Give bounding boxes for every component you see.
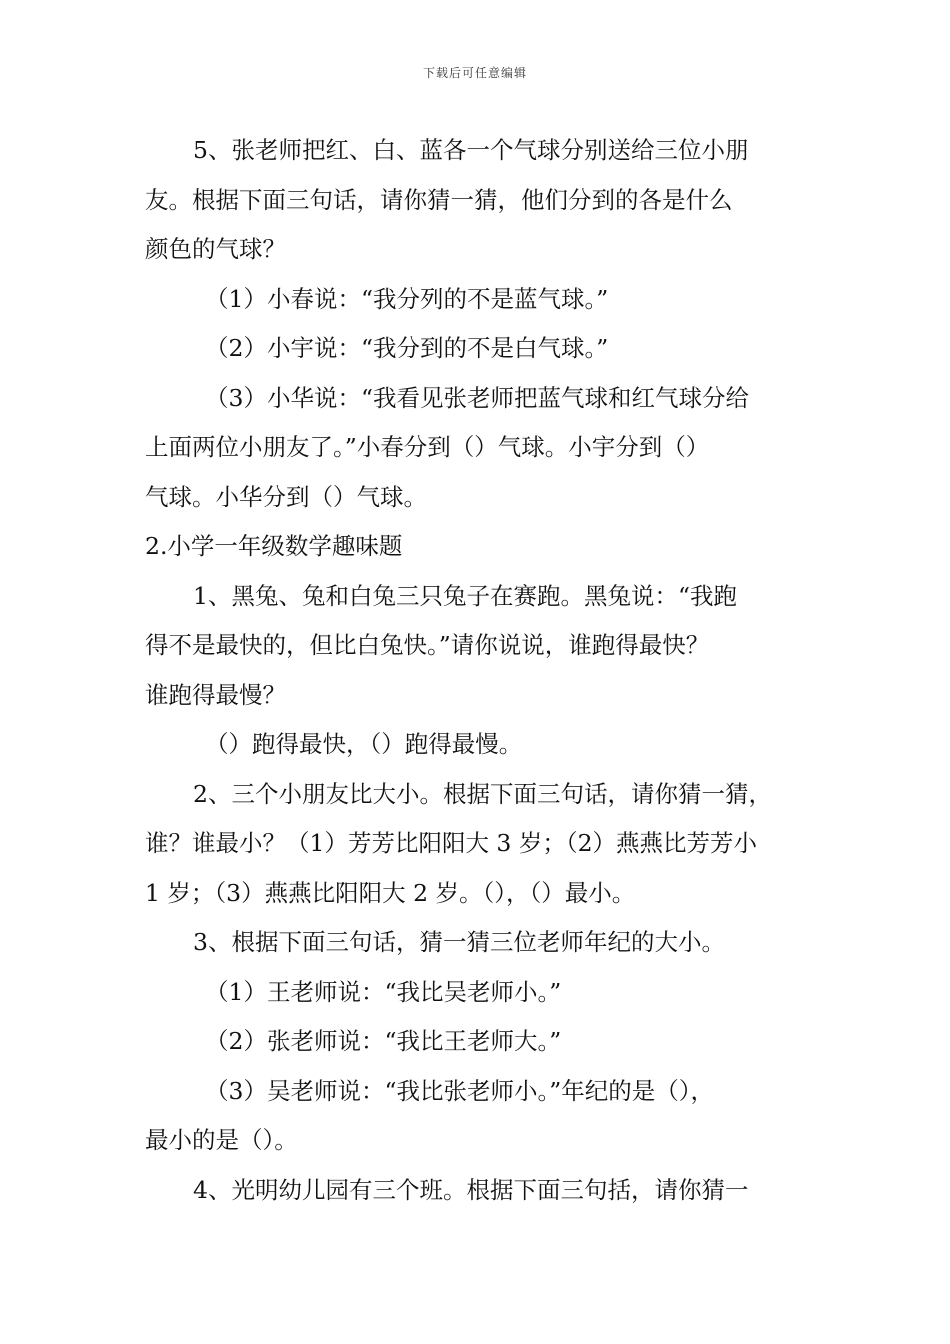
section-heading: 2.小学一年级数学趣味题 xyxy=(145,532,403,560)
paragraph-line: 谁跑得最慢？ xyxy=(145,680,286,709)
paragraph-line: 4、光明幼儿园有三个班。根据下面三句括，请你猜一 xyxy=(193,1175,749,1204)
paragraph-line: 友。根据下面三句话，请你猜一猜，他们分到的各是什么 xyxy=(145,185,733,214)
paragraph-line: （3）小华说：“我看见张老师把蓝气球和红气球分给 xyxy=(205,383,749,412)
paragraph-line: 3、根据下面三句话，猜一猜三位老师年纪的大小。 xyxy=(193,928,725,956)
paragraph-line: 上面两位小朋友了。”小春分到（）气球。小宇分到（） xyxy=(145,433,710,461)
page-header: 下载后可任意编辑 xyxy=(422,66,527,80)
paragraph-line: （）跑得最快，（）跑得最慢。 xyxy=(205,730,523,758)
paragraph-line: 得不是最快的，但比白兔快。”请你说说，谁跑得最快？ xyxy=(145,631,710,659)
paragraph-line: （1）王老师说：“我比吴老师小。” xyxy=(205,977,562,1006)
paragraph-line: 2、三个小朋友比大小。根据下面三句话，请你猜一猜， xyxy=(193,779,772,808)
paragraph-line: （3）吴老师说：“我比张老师小。”年纪的是（）， xyxy=(205,1076,714,1105)
paragraph-line: （2）张老师说：“我比王老师大。” xyxy=(205,1027,562,1055)
paragraph-line: 5、张老师把红、白、蓝各一个气球分别送给三位小朋 xyxy=(193,136,749,164)
paragraph-line: 气球。小华分到（）气球。 xyxy=(145,482,427,511)
document-body xyxy=(145,126,810,1215)
paragraph-line: （1）小春说：“我分列的不是蓝气球。” xyxy=(205,284,609,313)
paragraph-line: 1、黑兔、兔和白兔三只兔子在赛跑。黑兔说：“我跑 xyxy=(193,581,737,610)
paragraph-line: 1 岁；（3）燕燕比阳阳大 2 岁。（），（）最小。 xyxy=(145,878,636,907)
paragraph-line: （2）小宇说：“我分到的不是白气球。” xyxy=(205,334,609,362)
paragraph-line: 谁？谁最小？（1）芳芳比阳阳大 3 岁；（2）燕燕比芳芳小 xyxy=(145,829,758,857)
paragraph-line: 最小的是（）。 xyxy=(145,1126,298,1154)
paragraph-line: 颜色的气球？ xyxy=(145,235,286,263)
